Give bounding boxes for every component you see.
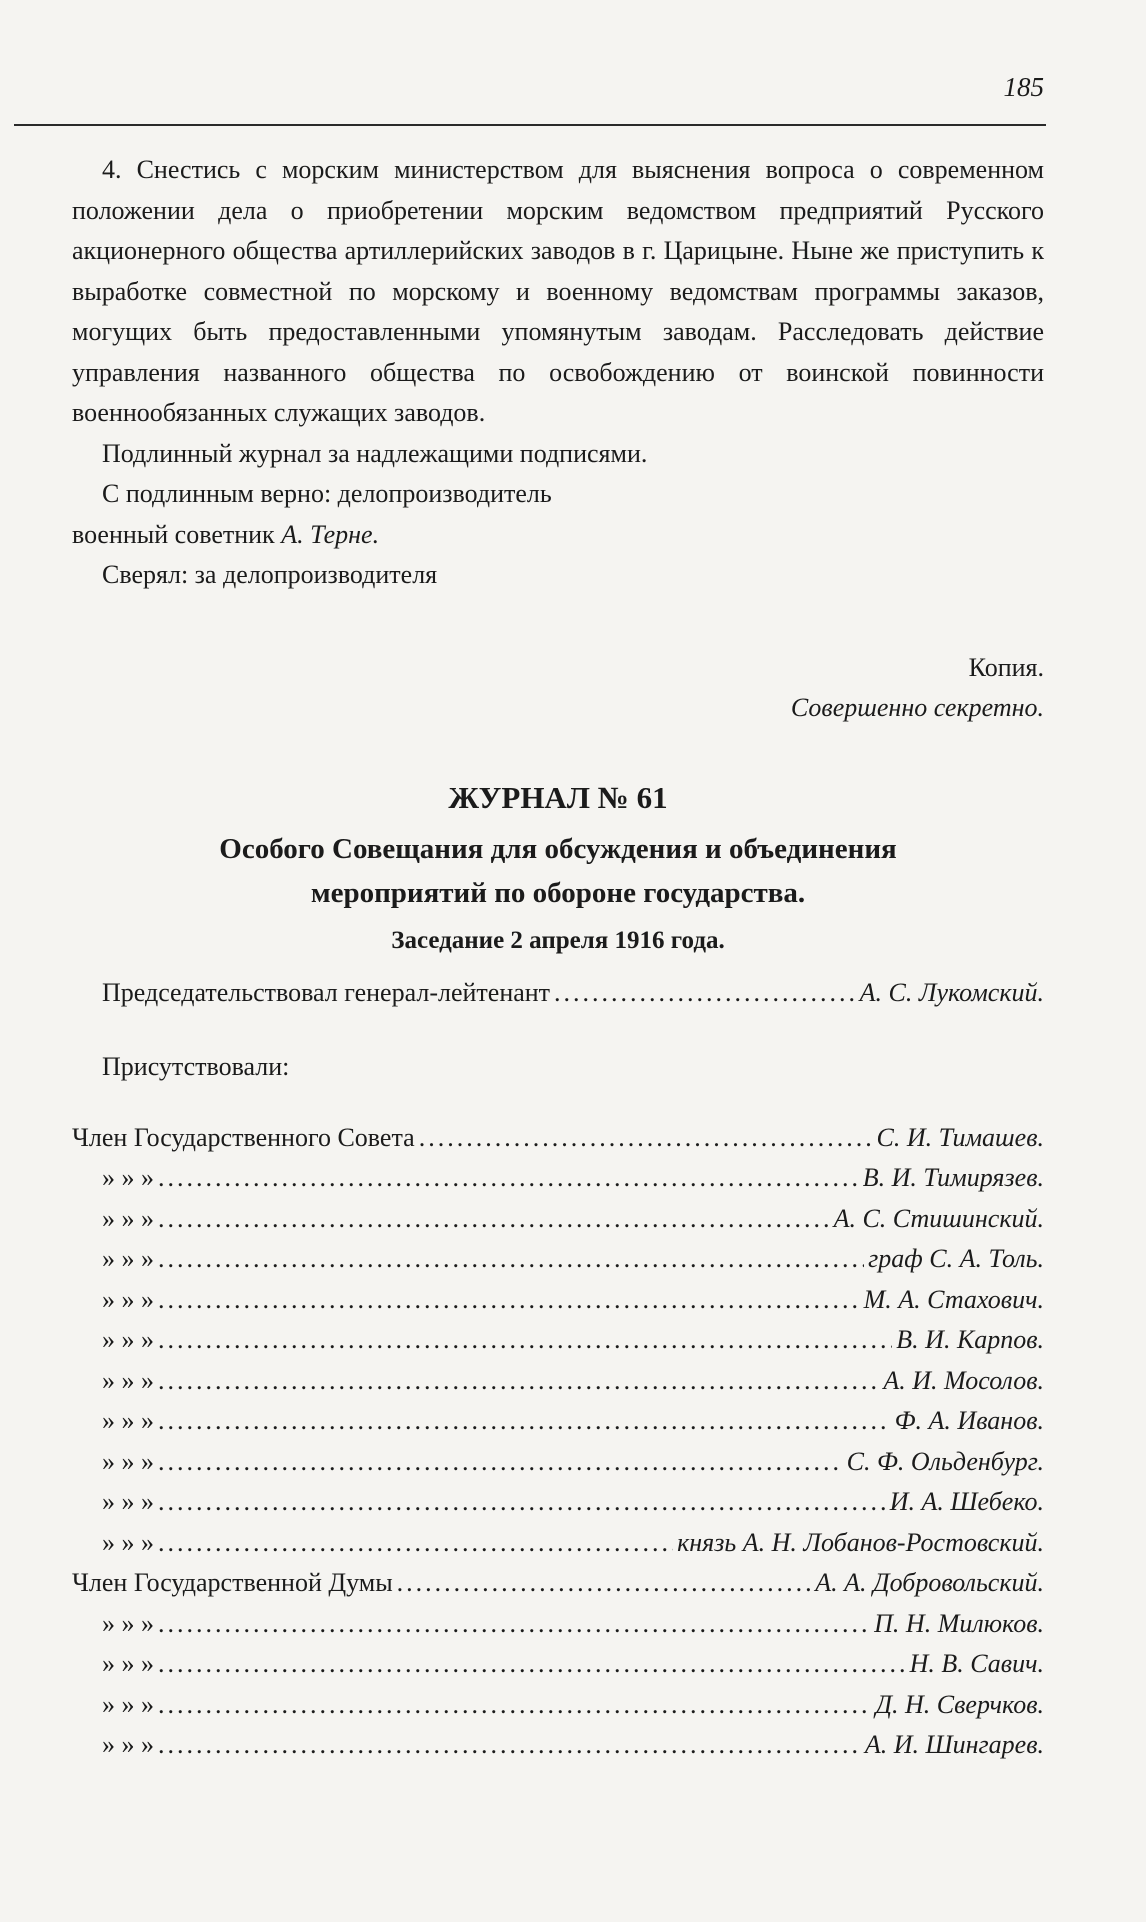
attendee-row	[72, 1361, 1044, 1402]
attendee-row	[72, 1644, 1044, 1685]
attendee-row	[72, 1199, 1044, 1240]
session-date: Заседание 2 апреля 1916 года.	[391, 926, 725, 954]
chair-label: Председательствовал генерал-лейтенант	[102, 977, 551, 1007]
leader-dots	[158, 1239, 864, 1280]
paragraph-item-4: 4. Снестись с морским министерством для выяснения вопроса о современном положении дела о приобретении морским ведомством предприятий Русского акционерного общества артиллерийских заводов в г. Царицыне. Ныне же приступить к выработке совместной по морскому и военному ведомствам программы заказов, могущих быть предоставленными упомянутым заводам. Расследовать действие управления названного общества по освобождению от воинской повинности военнообязанных служащих заводов.	[72, 155, 1044, 427]
attendee-label: » » »	[102, 1244, 154, 1273]
leader-dots	[158, 1442, 843, 1483]
leader-dots	[158, 1158, 859, 1199]
attendee-label: » » »	[102, 1649, 154, 1678]
attendee-name: В. И. Тимирязев.	[862, 1163, 1044, 1192]
attendee-label: » » »	[102, 1325, 154, 1354]
chair-name: А. С. Лукомский.	[859, 977, 1044, 1007]
attendee-label: » » »	[102, 1527, 154, 1557]
attendee-label: » » »	[102, 1406, 154, 1435]
attendee-label: » » »	[102, 1446, 154, 1476]
leader-dots	[158, 1725, 861, 1766]
leader-dots	[158, 1604, 870, 1645]
page-content	[72, 150, 1044, 1766]
signoff-clerk-title: военный советник	[72, 519, 282, 549]
signoff-clerk-name: А. Терне.	[281, 519, 380, 549]
attendee-row	[72, 1482, 1044, 1523]
signoff-line-certified: С подлинным верно: делопроизводитель	[102, 479, 552, 508]
attendee-row	[72, 1725, 1044, 1766]
attendee-label: » » »	[102, 1730, 154, 1759]
attendee-label: » » »	[102, 1284, 154, 1314]
attendee-row	[72, 1280, 1044, 1321]
attendee-row	[72, 1685, 1044, 1726]
attendee-list	[72, 1118, 1044, 1766]
leader-dots	[158, 1280, 860, 1321]
attendee-row	[72, 1158, 1044, 1199]
attendee-name: С. И. Тимашев.	[876, 1122, 1044, 1152]
attendee-row	[72, 1239, 1044, 1280]
attendee-row	[72, 1604, 1044, 1645]
page-number: 185	[1003, 72, 1044, 102]
leader-dots	[158, 1523, 673, 1564]
attendee-row	[72, 1118, 1044, 1159]
attendee-name: Ф. А. Иванов.	[894, 1406, 1044, 1435]
leader-dots	[158, 1685, 871, 1726]
attendee-name: Д. Н. Сверчков.	[875, 1689, 1044, 1719]
leader-dots	[158, 1199, 830, 1240]
attendee-label: » » »	[102, 1365, 154, 1395]
leader-dots	[419, 1118, 873, 1159]
attendee-name: М. А. Стахович.	[863, 1284, 1044, 1314]
journal-title-line2: мероприятий по обороне государства.	[310, 876, 806, 909]
attendee-label: » » »	[102, 1203, 154, 1233]
attendee-row	[72, 1563, 1044, 1604]
attendee-name: П. Н. Милюков.	[874, 1608, 1044, 1638]
attendee-label: » » »	[102, 1689, 154, 1719]
leader-dots	[397, 1563, 812, 1604]
attendee-label: Член Государственной Думы	[72, 1568, 393, 1597]
attendee-name: А. И. Мосолов.	[883, 1365, 1044, 1395]
signoff-line-clerk	[72, 515, 1044, 556]
journal-title-line1: Особого Совещания для обсуждения и объединения	[219, 832, 897, 865]
attendee-name: А. А. Добровольский.	[815, 1568, 1044, 1597]
attendee-name: князь А. Н. Лобанов-Ростовский.	[677, 1527, 1044, 1557]
attendee-row	[72, 1401, 1044, 1442]
leader-dots	[554, 973, 856, 1014]
chair-line	[72, 973, 1044, 1014]
attendee-row	[72, 1523, 1044, 1564]
attendee-label: Член Государственного Совета	[72, 1122, 415, 1152]
attendee-name: С. Ф. Ольденбург.	[846, 1446, 1044, 1476]
attendee-name: А. И. Шингарев.	[864, 1730, 1044, 1759]
leader-dots	[158, 1401, 891, 1442]
leader-dots	[158, 1361, 879, 1402]
present-label: Присутствовали:	[102, 1052, 290, 1081]
secret-mark: Совершенно секретно.	[790, 693, 1044, 722]
attendee-name: В. И. Карпов.	[896, 1325, 1044, 1354]
attendee-row	[72, 1320, 1044, 1361]
signoff-line-verified: Сверял: за делопроизводителя	[102, 560, 438, 589]
leader-dots	[158, 1644, 906, 1685]
attendee-label: » » »	[102, 1163, 154, 1192]
attendee-row	[72, 1442, 1044, 1483]
attendee-label: » » »	[102, 1608, 154, 1638]
header-rule	[14, 124, 1046, 126]
journal-number: ЖУРНАЛ № 61	[448, 779, 668, 815]
attendee-name: И. А. Шебеко.	[889, 1487, 1044, 1516]
leader-dots	[158, 1320, 892, 1361]
copy-mark: Копия.	[968, 652, 1044, 682]
attendee-label: » » »	[102, 1487, 154, 1516]
attendee-name: А. С. Стишинский.	[833, 1203, 1044, 1233]
attendee-name: граф С. А. Толь.	[868, 1244, 1044, 1273]
attendee-name: Н. В. Савич.	[909, 1649, 1044, 1678]
signoff-line-original: Подлинный журнал за надлежащими подписями.	[102, 438, 648, 468]
leader-dots	[158, 1482, 886, 1523]
